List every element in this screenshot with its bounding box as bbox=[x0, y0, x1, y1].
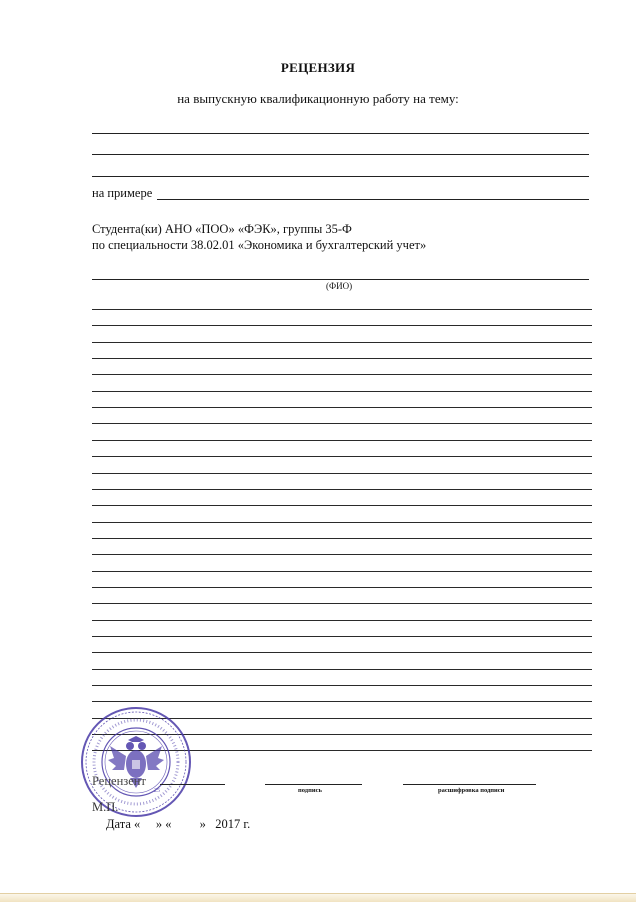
review-line bbox=[92, 636, 592, 637]
topic-line-1 bbox=[92, 133, 589, 134]
student-line: Студента(ки) АНО «ПОО» «ФЭК», группы 35-Ф bbox=[92, 222, 352, 236]
signature-line bbox=[265, 784, 362, 785]
review-line bbox=[92, 309, 592, 310]
review-line bbox=[92, 620, 592, 621]
review-line bbox=[92, 669, 592, 670]
review-line bbox=[92, 325, 592, 326]
date-line: Дата « » « » 2017 г. bbox=[106, 817, 251, 831]
topic-line-2 bbox=[92, 154, 589, 155]
review-line bbox=[92, 522, 592, 523]
example-label: на примере bbox=[92, 186, 153, 200]
review-line bbox=[92, 440, 592, 441]
review-line bbox=[92, 374, 592, 375]
review-line bbox=[92, 358, 592, 359]
review-line bbox=[92, 587, 592, 588]
signature-label: подпись bbox=[298, 787, 322, 794]
review-line bbox=[92, 554, 592, 555]
review-line bbox=[92, 701, 592, 702]
reviewer-label: Рецензент bbox=[92, 774, 146, 788]
review-line bbox=[92, 538, 592, 539]
mp-label: М.П. bbox=[92, 800, 119, 814]
fio-label: (ФИО) bbox=[326, 281, 353, 291]
specialty-line: по специальности 38.02.01 «Экономика и бухгалтерский учет» bbox=[92, 238, 427, 252]
page-subtitle: на выпускную квалификационную работу на тему: bbox=[177, 91, 459, 106]
review-line bbox=[92, 423, 592, 424]
review-line bbox=[92, 407, 592, 408]
example-line bbox=[157, 199, 589, 200]
reviewer-line bbox=[160, 784, 225, 785]
review-line bbox=[92, 456, 592, 457]
review-line bbox=[92, 391, 592, 392]
topic-line-3 bbox=[92, 176, 589, 177]
fio-line bbox=[92, 279, 589, 280]
review-line bbox=[92, 571, 592, 572]
review-line bbox=[92, 342, 592, 343]
review-line bbox=[92, 505, 592, 506]
decode-line bbox=[403, 784, 536, 785]
page-title: РЕЦЕНЗИЯ bbox=[280, 60, 356, 75]
svg-text:25: 25 bbox=[154, 788, 160, 794]
decode-label: расшифровка подписи bbox=[438, 787, 505, 794]
review-line bbox=[92, 473, 592, 474]
review-line bbox=[92, 685, 592, 686]
review-line bbox=[92, 603, 592, 604]
review-line bbox=[92, 489, 592, 490]
review-line bbox=[92, 652, 592, 653]
